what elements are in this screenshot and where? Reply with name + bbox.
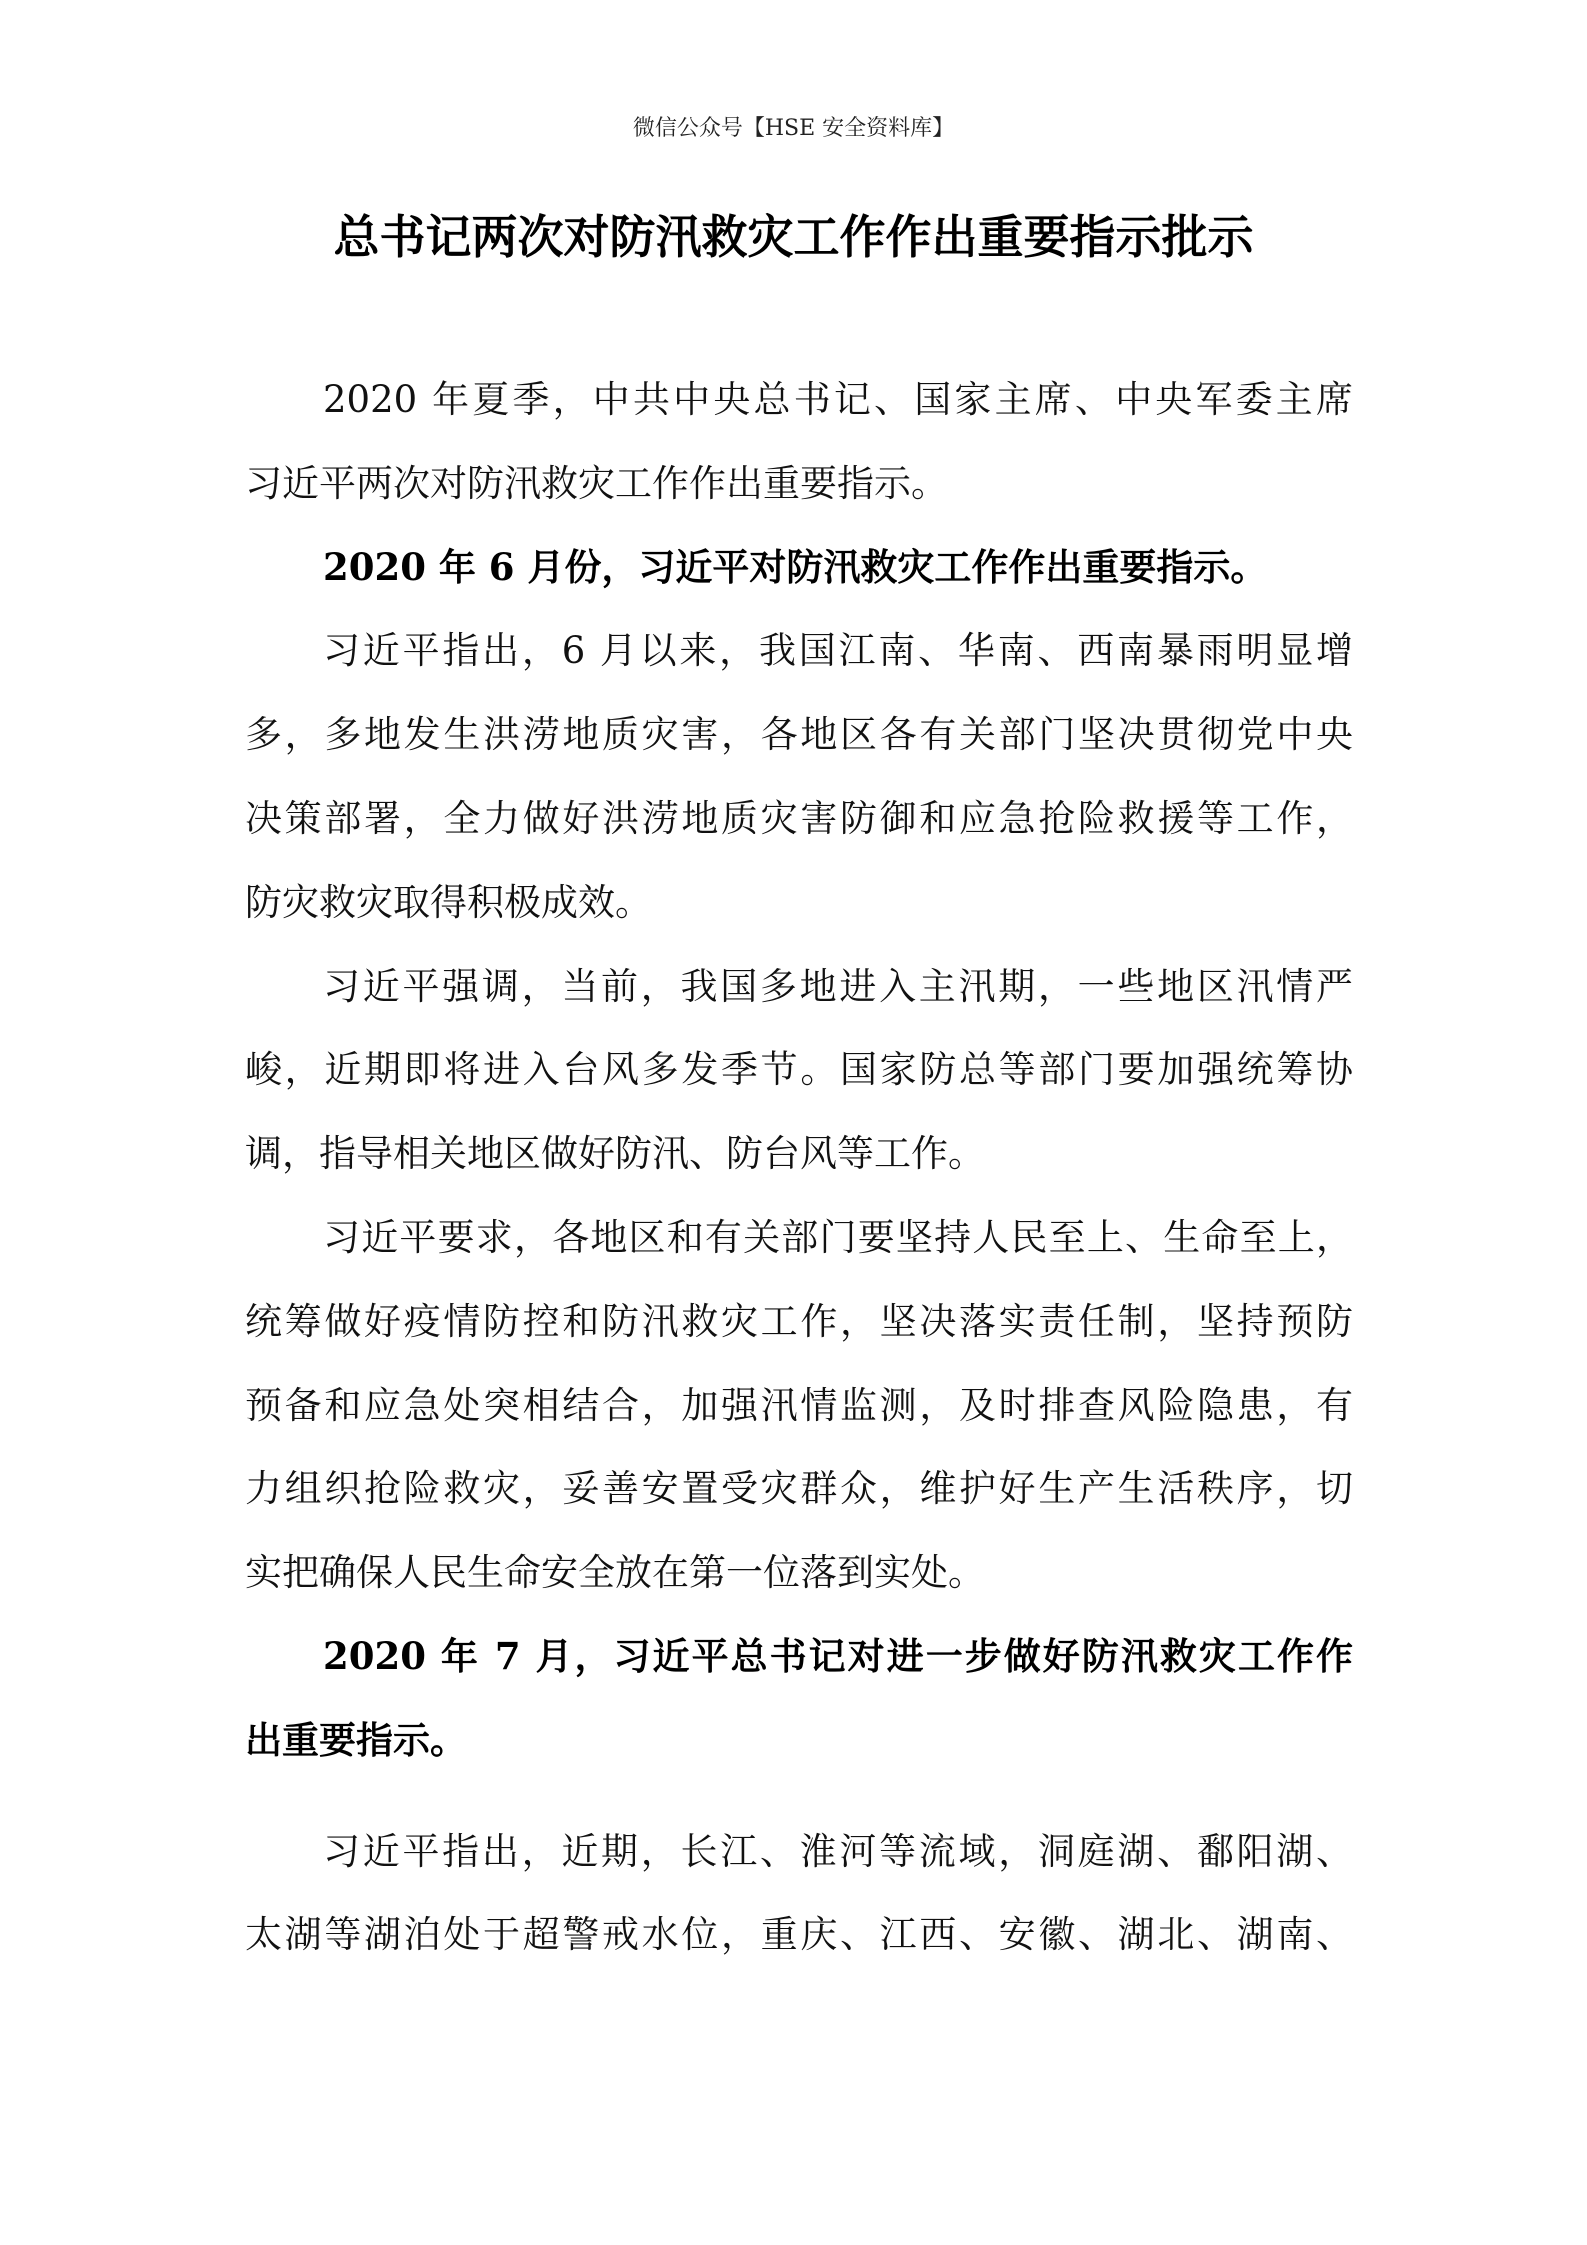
paragraph-line: 习近平两次对防汛救灾工作作出重要指示。 xyxy=(245,461,948,505)
paragraph-june-heading xyxy=(245,526,1353,610)
document-title: 总书记两次对防汛救灾工作作出重要指示批示 xyxy=(333,210,1254,264)
paragraph-line: 决策部署，全力做好洪涝地质灾害防御和应急抢险救援等工作， xyxy=(245,796,1353,840)
paragraph-line: 调，指导相关地区做好防汛、防台风等工作。 xyxy=(245,1132,985,1176)
paragraph-line: 统筹做好疫情防控和防汛救灾工作，坚决落实责任制，坚持预防 xyxy=(245,1299,1353,1343)
paragraph-line: 出重要指示。 xyxy=(245,1717,467,1762)
paragraph-july-heading xyxy=(245,1615,1353,1783)
paragraph-line: 习近平指出，6 月以来，我国江南、华南、西南暴雨明显增 xyxy=(323,629,1353,673)
paragraph-line: 力组织抢险救灾，妥善安置受灾群众，维护好生产生活秩序，切 xyxy=(245,1467,1353,1511)
paragraph-line: 防灾救灾取得积极成效。 xyxy=(245,880,652,924)
paragraph-line: 多，多地发生洪涝地质灾害，各地区各有关部门坚决贯彻党中央 xyxy=(245,713,1353,757)
document-body xyxy=(245,358,1353,1977)
paragraph-line: 预备和应急处突相结合，加强汛情监测，及时排查风险隐患，有 xyxy=(245,1383,1353,1427)
paragraph-line: 太湖等湖泊处于超警戒水位，重庆、江西、安徽、湖北、湖南、 xyxy=(245,1913,1353,1957)
paragraph-june-required xyxy=(245,1196,1353,1615)
paragraph-intro xyxy=(245,358,1353,526)
paragraph-july-pointed-out xyxy=(245,1810,1353,1978)
paragraph-line: 习近平强调，当前，我国多地进入主汛期，一些地区汛情严 xyxy=(323,964,1353,1008)
paragraph-line: 2020 年 6 月份，习近平对防汛救灾工作作出重要指示。 xyxy=(323,544,1268,589)
paragraph-line: 习近平指出，近期，长江、淮河等流域，洞庭湖、鄱阳湖、 xyxy=(323,1829,1353,1873)
paragraph-june-pointed-out xyxy=(245,609,1353,944)
paragraph-line: 实把确保人民生命安全放在第一位落到实处。 xyxy=(245,1551,985,1595)
paragraph-june-emphasized xyxy=(245,945,1353,1196)
paragraph-line: 2020 年夏季，中共中央总书记、国家主席、中央军委主席 xyxy=(323,378,1353,421)
paragraph-line: 峻，近期即将进入台风多发季节。国家防总等部门要加强统筹协 xyxy=(245,1048,1353,1092)
paragraph-line: 习近平要求，各地区和有关部门要坚持人民至上、生命至上， xyxy=(323,1215,1353,1259)
paragraph-line: 2020 年 7 月，习近平总书记对进一步做好防汛救灾工作作 xyxy=(323,1633,1353,1678)
source-note: 微信公众号【HSE 安全资料库】 xyxy=(632,116,955,141)
